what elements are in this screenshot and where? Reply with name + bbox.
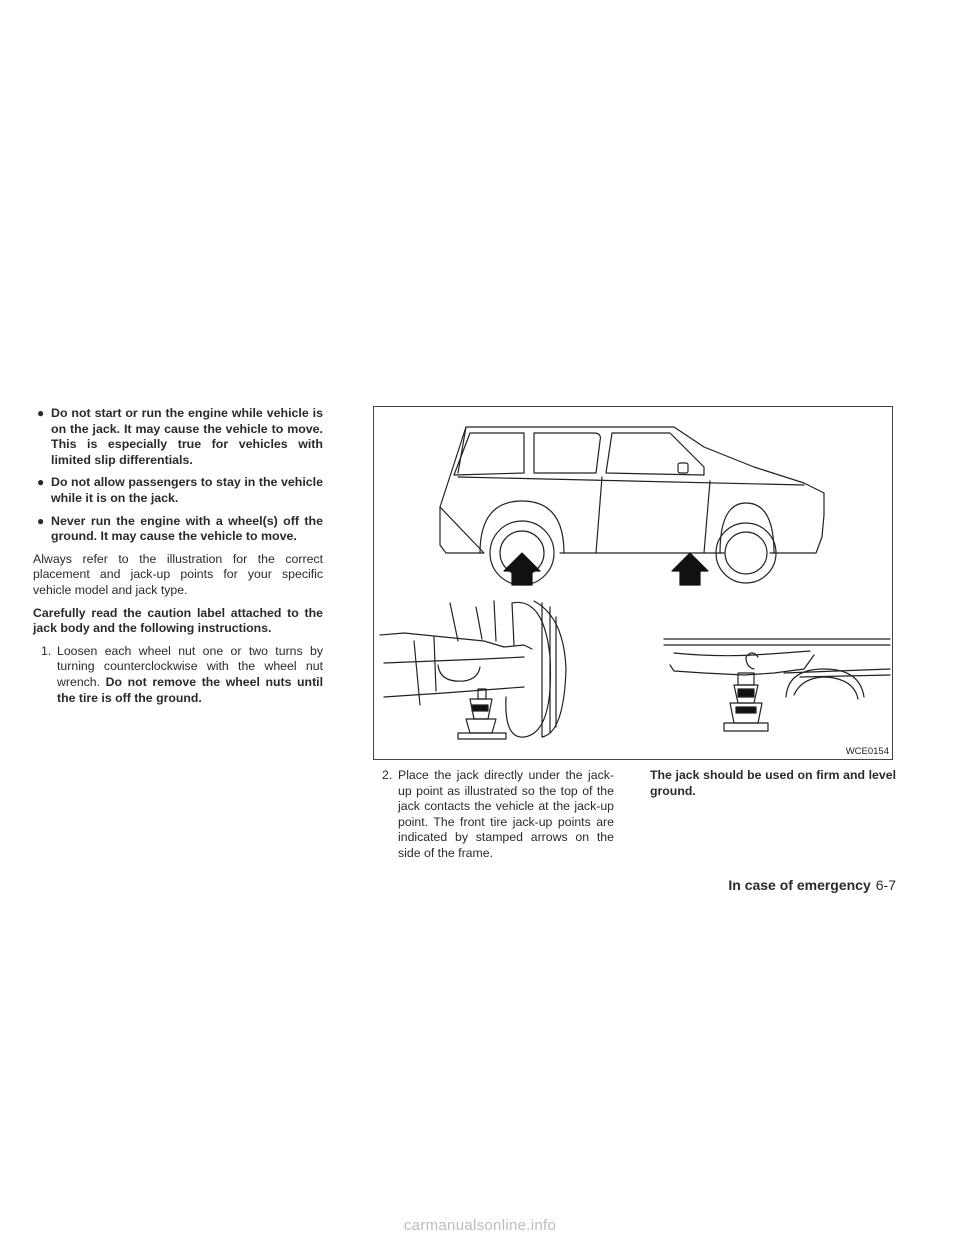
jack-point-arrow-icon xyxy=(672,553,708,585)
jack-point-illustration xyxy=(373,406,893,760)
jack-point-arrow-icon xyxy=(504,553,540,585)
section-title: In case of emergency xyxy=(728,877,871,893)
page-number: 6-7 xyxy=(875,877,896,893)
caution-paragraph: Carefully read the caution label attached to the jack body and the following instructions. xyxy=(33,605,323,636)
warning-item: ● Do not allow passengers to stay in the vehicle while it is on the jack. xyxy=(37,475,323,505)
bullet-icon: ● xyxy=(37,406,45,420)
middle-column xyxy=(374,768,614,862)
ground-note: The jack should be used on firm and level ground. xyxy=(650,768,896,798)
step-1 xyxy=(33,644,323,706)
bullet-icon: ● xyxy=(37,475,45,490)
right-column xyxy=(650,768,896,806)
step-number: 2. xyxy=(382,768,393,782)
step-2 xyxy=(374,768,614,862)
figure-code: WCE0154 xyxy=(845,746,889,757)
front-jack-detail-icon xyxy=(380,601,566,739)
warning-item: ● Do not start or run the engine while vehicle is on the jack. It may cause the vehicle to move. This is especially true for vehicles with limited slip differentials. xyxy=(37,406,323,467)
vehicle-side-view-icon xyxy=(440,427,824,585)
watermark: carmanualsonline.info xyxy=(403,1217,557,1234)
rear-jack-detail-icon xyxy=(664,639,890,731)
intro-paragraph: Always refer to the illustration for the correct placement and jack-up points for your specific vehicle model and jack type. xyxy=(33,551,323,597)
step-text: Place the jack directly under the jack-up point as illustrated so the top of the jack contacts the vehicle at the jack-up point. The front tire jack-up points are indicated by stamped arrows on the side of the frame. xyxy=(398,768,614,860)
step-number: 1. xyxy=(41,643,52,658)
step-text: Loosen each wheel nut one or two turns by turning counterclockwise with the wheel nut wrench. xyxy=(57,643,323,689)
bullet-icon: ● xyxy=(37,513,45,528)
warning-item: ● Never run the engine with a wheel(s) off the ground. It may cause the vehicle to move. xyxy=(37,513,323,544)
warning-list xyxy=(33,406,323,545)
step-bold-text: Do not remove the wheel nuts until the tire is off the ground. xyxy=(57,674,323,705)
page-footer xyxy=(700,877,896,893)
left-column xyxy=(33,406,323,706)
